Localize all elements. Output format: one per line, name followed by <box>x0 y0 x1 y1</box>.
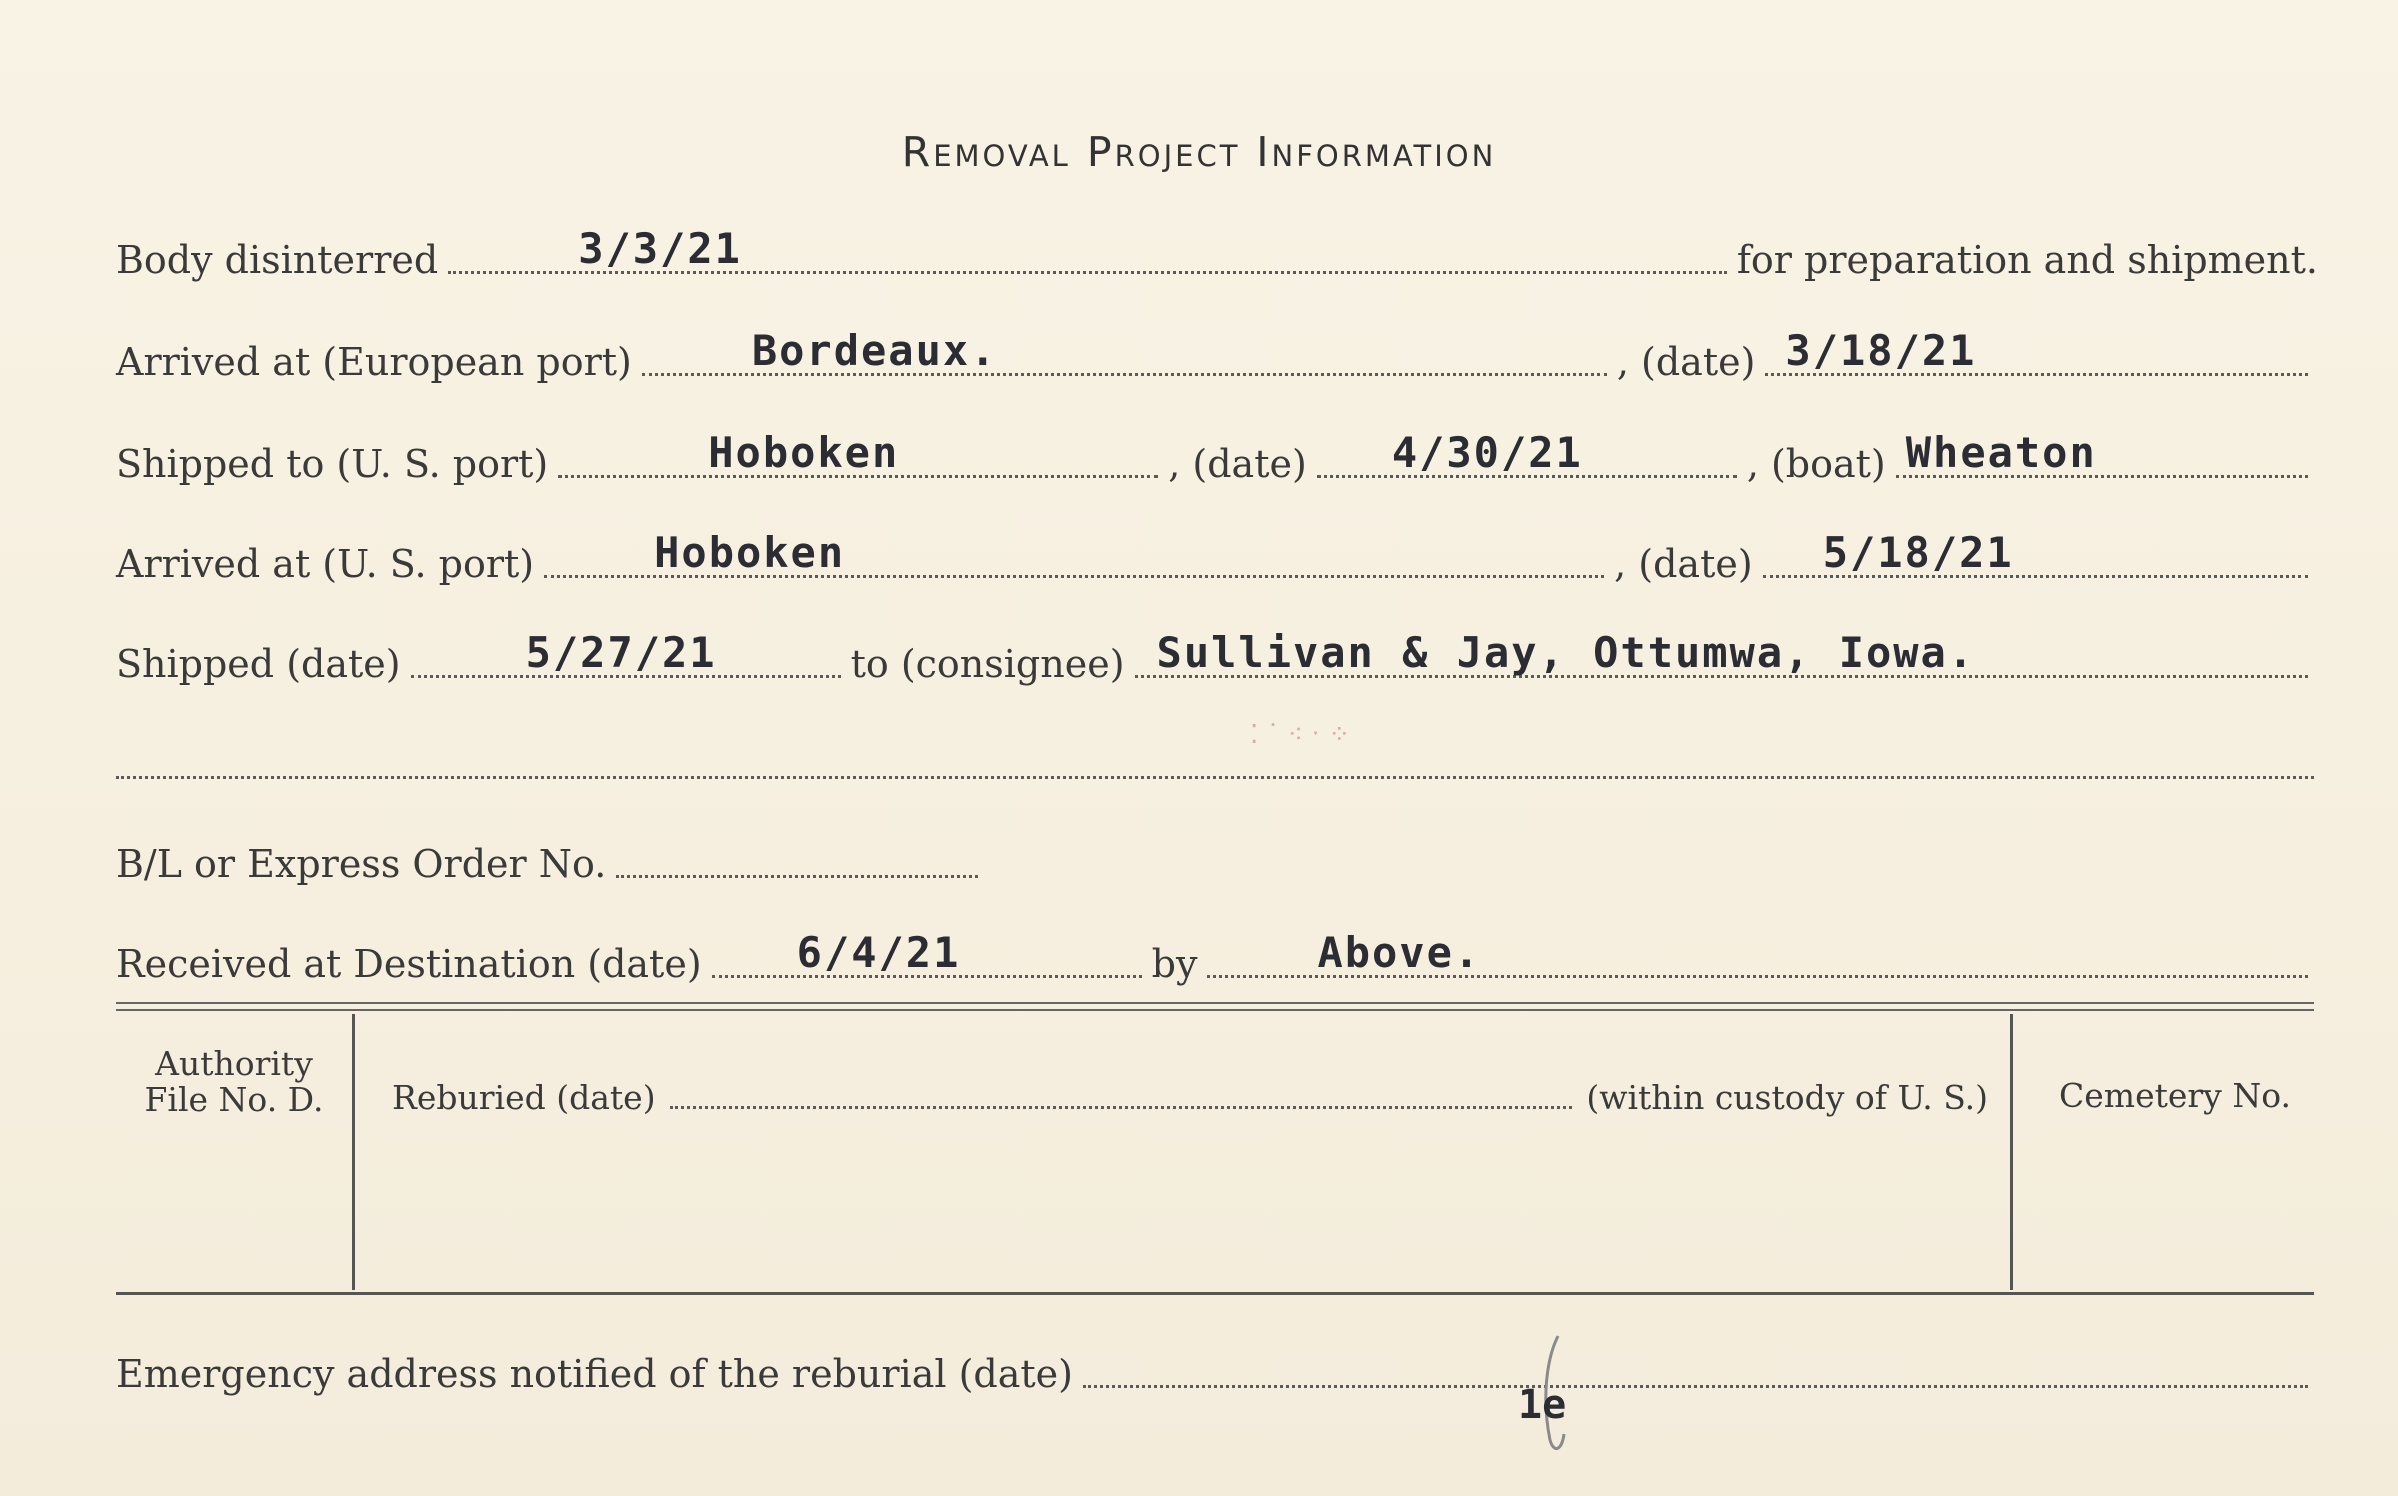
shipped-us-date-field <box>1317 421 1737 478</box>
received-label: Received at Destination (date) <box>116 942 702 986</box>
received-date-value: 6/4/21 <box>796 928 961 977</box>
shipped-date-value: 5/27/21 <box>525 628 717 677</box>
euro-port-label: Arrived at (European port) <box>116 340 632 384</box>
table-divider-right <box>2010 1014 2013 1290</box>
boat-value: Wheaton <box>1905 428 2097 477</box>
arrived-us-date-label: , (date) <box>1614 542 1753 586</box>
row-emergency <box>116 1340 2318 1400</box>
row-european-port <box>116 328 2318 388</box>
emergency-field <box>1083 1331 2308 1388</box>
row-bl <box>116 830 988 890</box>
row-shipped-us <box>116 430 2318 490</box>
stamp-smudge: ⁚ ˙ ⁖ ˑ ⁘ <box>1250 720 1351 750</box>
arrived-us-label: Arrived at (U. S. port) <box>116 542 535 586</box>
disinterred-suffix: for preparation and shipment. <box>1736 238 2318 282</box>
shipped-us-date-value: 4/30/21 <box>1391 428 1583 477</box>
reburied-label: Reburied (date) <box>392 1078 656 1117</box>
table-divider-left <box>352 1014 355 1290</box>
euro-date-label: , (date) <box>1616 340 1756 384</box>
row-arrived-us <box>116 530 2318 590</box>
authority-line-2: File No. D. <box>144 1080 324 1119</box>
cemetery-header: Cemetery No. <box>2059 1076 2291 1115</box>
custody-label: (within custody of U. S.) <box>1586 1078 1988 1117</box>
shipped-label: Shipped (date) <box>116 642 401 686</box>
boat-field <box>1896 421 2308 478</box>
authority-line-1: Authority <box>155 1044 313 1083</box>
reburied-field <box>670 1076 1573 1109</box>
by-field <box>1207 921 2308 978</box>
row-received <box>116 930 2318 990</box>
bl-field <box>616 821 978 878</box>
shipped-us-field <box>558 421 1158 478</box>
disinterred-label: Body disinterred <box>116 238 439 282</box>
received-date-field <box>712 921 1142 978</box>
arrived-us-value: Hoboken <box>654 528 846 577</box>
by-label: by <box>1151 942 1198 986</box>
consignee-label: to (consignee) <box>850 642 1125 686</box>
arrived-us-field <box>544 521 1604 578</box>
table-bottom-rule <box>116 1292 2314 1295</box>
emergency-label: Emergency address notified of the reburial (date) <box>116 1352 1073 1396</box>
table-top-rule <box>116 1002 2314 1011</box>
arrived-us-date-field <box>1763 521 2308 578</box>
bl-label: B/L or Express Order No. <box>116 842 607 886</box>
shipped-us-label: Shipped to (U. S. port) <box>116 442 549 486</box>
shipped-us-date-label: , (date) <box>1168 442 1307 486</box>
arrived-us-date-value: 5/18/21 <box>1822 528 2014 577</box>
row-shipped <box>116 630 2318 690</box>
shipped-us-value: Hoboken <box>708 428 900 477</box>
disinterred-field <box>448 217 1727 274</box>
row-disinterred <box>116 226 2318 286</box>
reburied-row <box>392 1076 1988 1117</box>
euro-date-field <box>1765 319 2308 376</box>
disinterred-value: 3/3/21 <box>578 224 742 273</box>
euro-port-value: Bordeaux. <box>751 326 998 375</box>
by-value: Above. <box>1317 928 1482 977</box>
consignee-value: Sullivan & Jay, Ottumwa, Iowa. <box>1156 628 1976 677</box>
card-title: Removal Project Information <box>901 128 1497 176</box>
authority-header <box>116 1046 352 1118</box>
page-mark: 1e <box>1518 1382 1567 1428</box>
euro-date-value: 3/18/21 <box>1785 326 1977 375</box>
shipped-date-field <box>411 621 841 678</box>
euro-port-field <box>642 319 1607 376</box>
boat-label: , (boat) <box>1746 442 1886 486</box>
blank-dotted-line <box>116 776 2314 779</box>
consignee-field <box>1135 621 2308 678</box>
